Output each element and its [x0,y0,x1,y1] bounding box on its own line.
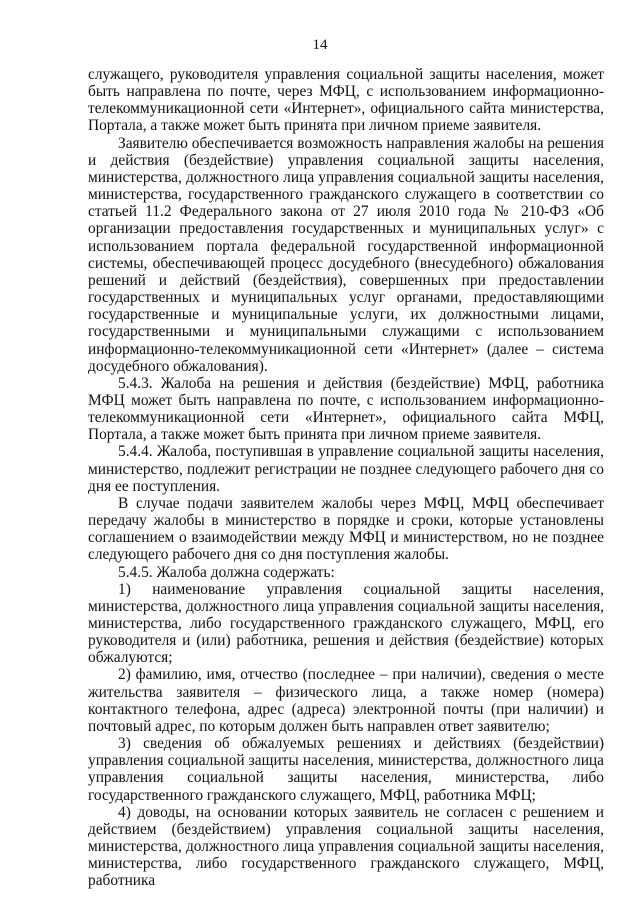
paragraph-5-4-5: 5.4.5. Жалоба должна содержать: [118,563,335,581]
list-item-1: 1) наименование управления социальной защиты населения, министерства, должностного лица управления социальной защиты населения, министерства, либо государственного гражданского служащего, МФЦ, его руководителя и (или) работника, решения и действия (бездействие) которых обжалуются; [88,580,604,667]
list-item-2: 2) фамилию, имя, отчество (последнее – при наличии), сведения о месте жительства заявителя – физического лица, а также номер (номера) контактного телефона, адрес (адреса) электронной почты (при наличии) и почтовый адрес, по которым должен быть направлен ответ заявителю; [88,666,604,735]
paragraph-continuation: служащего, руководителя управления социальной защиты населения, может быть направлена по почте, через МФЦ, с использованием информационно-телекоммуникационной сети «Интернет», официального сайта министерства, Портала, а также может быть принята при личном приеме заявителя. [88,66,604,135]
list-item-3: 3) сведения об обжалуемых решениях и действиях (бездействии) управления социальной защиты населения, министерства, должностного лица управления социальной защиты населения, министерства, либо государственного гражданского служащего, МФЦ, работника МФЦ; [88,735,604,804]
page-number: 14 [312,37,328,53]
document-body [88,66,604,890]
list-item-4: 4) доводы, на основании которых заявитель не согласен с решением и действием (бездействием) управления социальной защиты населения, министерства, должностного лица управления социальной защиты населения, министерства, либо государственного гражданского служащего, МФЦ, работника [88,803,604,890]
paragraph-pre-trial-appeal-system: Заявителю обеспечивается возможность направления жалобы на решения и действия (бездействие) управления социальной защиты населения, министерства, должностного лица управления социальной защиты населения, министерства, государственного гражданского служащего в соответствии со статьей 11.2 Федерального закона от 27 июля 2010 года № 210-ФЗ «Об организации предоставления государственных и муниципальных услуг» с использованием портала федеральной государственной информационной системы, обеспечивающей процесс досудебного (внесудебного) обжалования решений и действий (бездействия), совершенных при предоставлении государственных и муниципальных услуг органами, предоставляющими государственные и муниципальные услуги, их должностными лицами, государственными и муниципальными служащими с использованием информационно-телекоммуникационной сети «Интернет» (далее – система досудебного обжалования). [88,134,604,375]
paragraph-mfc-transfer: В случае подачи заявителем жалобы через МФЦ, МФЦ обеспечивает передачу жалобы в министерство в порядке и сроки, которые установлены соглашением о взаимодействии между МФЦ и министерством, но не позднее следующего рабочего дня со дня поступления жалобы. [88,494,604,564]
paragraph-5-4-3: 5.4.3. Жалоба на решения и действия (бездействие) МФЦ, работника МФЦ может быть направлена по почте, с использованием информационно-телекоммуникационной сети «Интернет», официального сайта МФЦ, Портала, а также может быть принята при личном приеме заявителя. [88,374,604,444]
paragraph-5-4-4: 5.4.4. Жалоба, поступившая в управление социальной защиты населения, министерство, подлежит регистрации не позднее следующего рабочего дня со дня ее поступления. [88,443,604,495]
